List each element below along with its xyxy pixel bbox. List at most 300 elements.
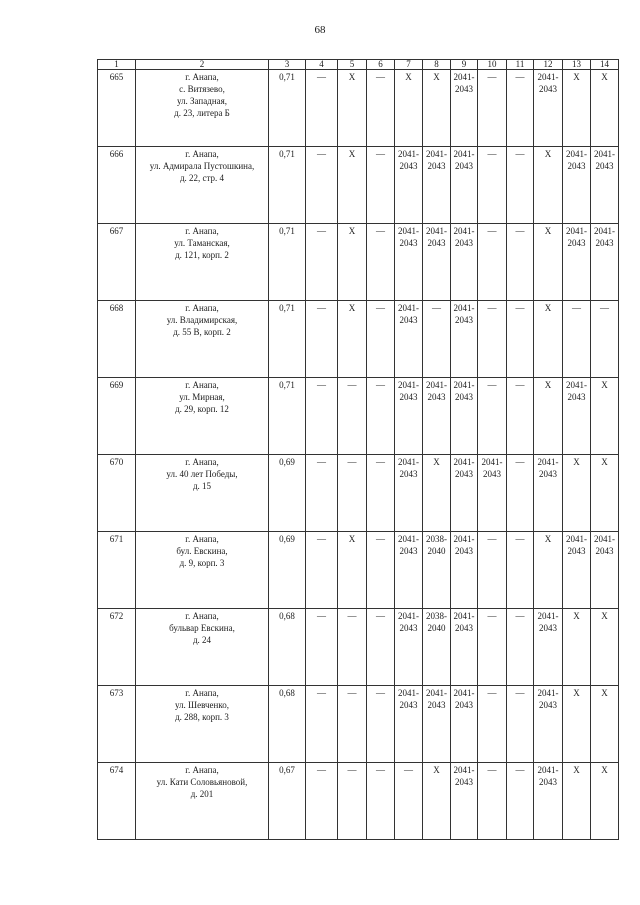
cell-text: X [348,226,356,236]
value-cell [269,301,306,378]
cell-text: 2041- 2043 [481,457,503,479]
col5-cell [338,147,367,224]
cell-text: — [376,226,385,236]
cell-text: — [515,611,525,621]
cell-text: — [317,72,326,82]
cell-text: 2041- 2043 [398,303,419,325]
cell-text: — [347,380,357,390]
address-cell [136,455,269,532]
col13-cell [563,455,591,532]
cell-text: — [487,149,497,159]
col7-cell [395,147,423,224]
col8-cell [423,609,451,686]
cell-text: — [404,765,413,775]
cell-text: 2041- 2043 [453,72,475,94]
col7-cell [395,301,423,378]
col6-cell [367,532,395,609]
cell-text: 2041- 2043 [537,457,559,479]
table-row [98,455,619,532]
col7-cell [395,70,423,147]
col10-cell [478,686,507,763]
table-row [98,532,619,609]
col8-cell [423,378,451,455]
col9-cell [451,301,478,378]
column-header: 2 [136,60,269,70]
cell-text: — [376,303,385,313]
col12-cell [534,70,563,147]
cell-text: 668 [109,303,124,313]
cell-text: 2041- 2043 [398,380,419,402]
cell-text: X [601,72,608,82]
col4-cell [306,763,338,840]
col14-cell [591,147,619,224]
cell-text: — [317,765,326,775]
row-number-cell [98,301,136,378]
cell-text: X [601,765,608,775]
cell-text: 671 [109,534,124,544]
cell-text: — [487,72,497,82]
address-cell [136,763,269,840]
col14-cell [591,686,619,763]
col14-cell [591,224,619,301]
column-header: 10 [478,60,507,70]
value-cell [269,147,306,224]
cell-text: — [515,149,525,159]
cell-text: — [487,765,497,775]
value-cell [269,455,306,532]
address-cell [136,301,269,378]
cell-text: 2041- 2043 [426,688,447,710]
page-number: 68 [314,24,326,36]
col14-cell [591,455,619,532]
col4-cell [306,532,338,609]
col9-cell [451,532,478,609]
cell-text: — [376,688,385,698]
col8-cell [423,686,451,763]
cell-text: 2041- 2043 [537,611,559,633]
col11-cell [507,378,534,455]
col12-cell [534,301,563,378]
column-header: 5 [338,60,367,70]
table-row [98,224,619,301]
table-row [98,147,619,224]
col10-cell [478,532,507,609]
cell-text: 0,67 [279,765,295,775]
col14-cell [591,763,619,840]
value-cell [269,532,306,609]
col9-cell [451,763,478,840]
col11-cell [507,147,534,224]
col6-cell [367,224,395,301]
cell-text: — [317,611,326,621]
col4-cell [306,147,338,224]
register-table [97,59,619,840]
cell-text: X [573,688,580,698]
col9-cell [451,224,478,301]
col5-cell [338,763,367,840]
col4-cell [306,224,338,301]
col12-cell [534,378,563,455]
address-cell [136,147,269,224]
col5-cell [338,378,367,455]
column-header: 12 [534,60,563,70]
col6-cell [367,301,395,378]
column-header: 1 [98,60,136,70]
cell-text: 2041- 2043 [453,226,475,248]
col7-cell [395,378,423,455]
col13-cell [563,70,591,147]
col4-cell [306,378,338,455]
cell-text: — [347,611,357,621]
table-header-row [98,60,619,70]
col11-cell [507,686,534,763]
cell-text: 2041- 2043 [537,765,559,787]
value-cell [269,763,306,840]
row-number-cell [98,763,136,840]
cell-text: — [487,611,497,621]
cell-text: X [573,611,580,621]
col13-cell [563,378,591,455]
cell-text: — [317,303,326,313]
cell-text: — [572,303,581,313]
col12-cell [534,686,563,763]
col11-cell [507,70,534,147]
cell-text: 672 [109,611,124,621]
col6-cell [367,70,395,147]
col5-cell [338,70,367,147]
col6-cell [367,763,395,840]
col13-cell [563,763,591,840]
value-cell [269,70,306,147]
cell-text: — [515,303,525,313]
col12-cell [534,224,563,301]
cell-text: 2041- 2043 [453,149,475,171]
col11-cell [507,301,534,378]
cell-text: — [487,534,497,544]
cell-text: г. Анапа, ул. Владимирская, д. 55 В, корп. 2 [166,303,238,337]
cell-text: — [515,226,525,236]
col11-cell [507,224,534,301]
col9-cell [451,455,478,532]
col7-cell [395,532,423,609]
cell-text: 2038- 2040 [426,534,447,556]
col10-cell [478,455,507,532]
cell-text: 2041- 2043 [398,611,419,633]
col14-cell [591,301,619,378]
column-header: 13 [563,60,591,70]
cell-text: — [487,688,497,698]
cell-text: г. Анапа, ул. Таманская, д. 121, корп. 2 [174,226,230,260]
table-row [98,378,619,455]
cell-text: 2041- 2043 [594,226,615,248]
col13-cell [563,224,591,301]
col9-cell [451,70,478,147]
col5-cell [338,609,367,686]
cell-text: — [515,765,525,775]
address-cell [136,224,269,301]
col13-cell [563,147,591,224]
cell-text: 0,71 [279,303,295,313]
col10-cell [478,609,507,686]
cell-text: X [348,72,356,82]
table-row [98,70,619,147]
cell-text: X [573,72,580,82]
col6-cell [367,147,395,224]
cell-text: — [515,72,525,82]
cell-text: — [376,611,385,621]
cell-text: X [601,611,608,621]
cell-text: — [317,380,326,390]
col5-cell [338,301,367,378]
cell-text: X [544,226,552,236]
cell-text: 2041- 2043 [594,149,615,171]
row-number-cell [98,609,136,686]
cell-text: — [317,688,326,698]
cell-text: X [601,688,608,698]
value-cell [269,609,306,686]
cell-text: г. Анапа, с. Витязево, ул. Западная, д. 23, литера Б [174,72,230,118]
cell-text: — [376,457,385,467]
cell-text: — [515,457,525,467]
col4-cell [306,609,338,686]
col7-cell [395,455,423,532]
cell-text: — [376,149,385,159]
value-cell [269,686,306,763]
cell-text: 2041- 2043 [566,380,587,402]
column-header: 7 [395,60,423,70]
col12-cell [534,455,563,532]
col6-cell [367,686,395,763]
cell-text: 667 [109,226,124,236]
col12-cell [534,609,563,686]
column-header: 6 [367,60,395,70]
col5-cell [338,224,367,301]
cell-text: 2041- 2043 [453,765,475,787]
cell-text: — [376,534,385,544]
col5-cell [338,455,367,532]
cell-text: 2038- 2040 [426,611,447,633]
cell-text: — [600,303,609,313]
cell-text: 2041- 2043 [398,534,419,556]
cell-text: г. Анапа, бульвар Евскина, д. 24 [169,611,235,645]
col9-cell [451,378,478,455]
cell-text: 2041- 2043 [566,149,587,171]
cell-text: 0,68 [279,688,295,698]
cell-text: 669 [109,380,124,390]
col4-cell [306,301,338,378]
cell-text: 2041- 2043 [453,688,475,710]
col10-cell [478,224,507,301]
col10-cell [478,378,507,455]
column-header: 14 [591,60,619,70]
cell-text: 674 [109,765,124,775]
cell-text: 666 [109,149,124,159]
cell-text: X [544,303,552,313]
cell-text: 670 [109,457,124,467]
cell-text: 0,71 [279,72,295,82]
cell-text: X [601,457,608,467]
cell-text: 2041- 2043 [453,611,475,633]
column-header: 4 [306,60,338,70]
address-cell [136,378,269,455]
row-number-cell [98,224,136,301]
cell-text: 2041- 2043 [594,534,615,556]
col13-cell [563,532,591,609]
col12-cell [534,763,563,840]
col11-cell [507,609,534,686]
cell-text: X [433,457,440,467]
col8-cell [423,763,451,840]
col9-cell [451,147,478,224]
cell-text: г. Анапа, ул. Адмирала Пустошкина, д. 22, стр. 4 [149,149,255,183]
row-number-cell [98,70,136,147]
cell-text: — [317,534,326,544]
address-cell [136,70,269,147]
col4-cell [306,455,338,532]
cell-text: X [405,72,412,82]
row-number-cell [98,147,136,224]
cell-text: 0,71 [279,149,295,159]
col10-cell [478,763,507,840]
col10-cell [478,70,507,147]
cell-text: — [487,226,497,236]
col14-cell [591,378,619,455]
col8-cell [423,455,451,532]
cell-text: 2041- 2043 [453,303,475,325]
col9-cell [451,609,478,686]
col10-cell [478,301,507,378]
col5-cell [338,686,367,763]
cell-text: 665 [109,72,124,82]
cell-text: — [376,72,385,82]
column-header: 11 [507,60,534,70]
row-number-cell [98,378,136,455]
cell-text: 2041- 2043 [398,226,419,248]
table-row [98,609,619,686]
cell-text: 0,71 [279,226,295,236]
cell-text: X [433,765,440,775]
cell-text: — [515,688,525,698]
cell-text: — [376,380,385,390]
col6-cell [367,455,395,532]
column-header: 3 [269,60,306,70]
table-row [98,301,619,378]
col10-cell [478,147,507,224]
col11-cell [507,455,534,532]
column-header: 8 [423,60,451,70]
col12-cell [534,532,563,609]
row-number-cell [98,532,136,609]
col13-cell [563,609,591,686]
cell-text: 2041- 2043 [537,688,559,710]
cell-text: — [487,380,497,390]
col8-cell [423,147,451,224]
cell-text: X [348,534,356,544]
cell-text: 2041- 2043 [398,149,419,171]
col6-cell [367,378,395,455]
col8-cell [423,532,451,609]
cell-text: 2041- 2043 [566,226,587,248]
cell-text: X [348,303,356,313]
cell-text: г. Анапа, бул. Евскина, д. 9, корп. 3 [176,534,228,568]
cell-text: 2041- 2043 [453,457,475,479]
cell-text: X [601,380,608,390]
cell-text: 2041- 2043 [537,72,559,94]
col13-cell [563,686,591,763]
col4-cell [306,686,338,763]
cell-text: г. Анапа, ул. Мирная, д. 29, корп. 12 [175,380,229,414]
col14-cell [591,609,619,686]
cell-text: X [573,765,580,775]
cell-text: X [544,380,552,390]
cell-text: 0,71 [279,380,295,390]
address-cell [136,532,269,609]
col11-cell [507,763,534,840]
cell-text: г. Анапа, ул. Кати Соловьяновой, д. 201 [156,765,248,799]
cell-text: 2041- 2043 [398,457,419,479]
cell-text: 2041- 2043 [426,380,447,402]
cell-text: X [544,149,552,159]
col14-cell [591,532,619,609]
col6-cell [367,609,395,686]
col13-cell [563,301,591,378]
col8-cell [423,224,451,301]
cell-text: — [347,765,357,775]
row-number-cell [98,455,136,532]
cell-text: X [348,149,356,159]
cell-text: — [317,226,326,236]
col8-cell [423,70,451,147]
cell-text: — [376,765,385,775]
col8-cell [423,301,451,378]
cell-text: 2041- 2043 [426,149,447,171]
cell-text: — [317,149,326,159]
col14-cell [591,70,619,147]
cell-text: — [347,457,357,467]
cell-text: — [347,688,357,698]
cell-text: 2041- 2043 [566,534,587,556]
address-cell [136,686,269,763]
cell-text: 2041- 2043 [398,688,419,710]
col9-cell [451,686,478,763]
cell-text: 2041- 2043 [453,534,475,556]
cell-text: — [432,303,441,313]
value-cell [269,378,306,455]
address-cell [136,609,269,686]
cell-text: 673 [109,688,124,698]
cell-text: г. Анапа, ул. 40 лет Победы, д. 15 [166,457,238,491]
cell-text: X [573,457,580,467]
col11-cell [507,532,534,609]
cell-text: — [515,380,525,390]
col4-cell [306,70,338,147]
cell-text: 0,69 [279,457,295,467]
cell-text: г. Анапа, ул. Шевченко, д. 288, корп. 3 [174,688,230,722]
cell-text: 2041- 2043 [453,380,475,402]
col7-cell [395,686,423,763]
cell-text: 2041- 2043 [426,226,447,248]
col7-cell [395,224,423,301]
cell-text: — [317,457,326,467]
value-cell [269,224,306,301]
cell-text: — [487,303,497,313]
cell-text: X [433,72,440,82]
col7-cell [395,609,423,686]
col5-cell [338,532,367,609]
cell-text: — [515,534,525,544]
column-header: 9 [451,60,478,70]
col12-cell [534,147,563,224]
